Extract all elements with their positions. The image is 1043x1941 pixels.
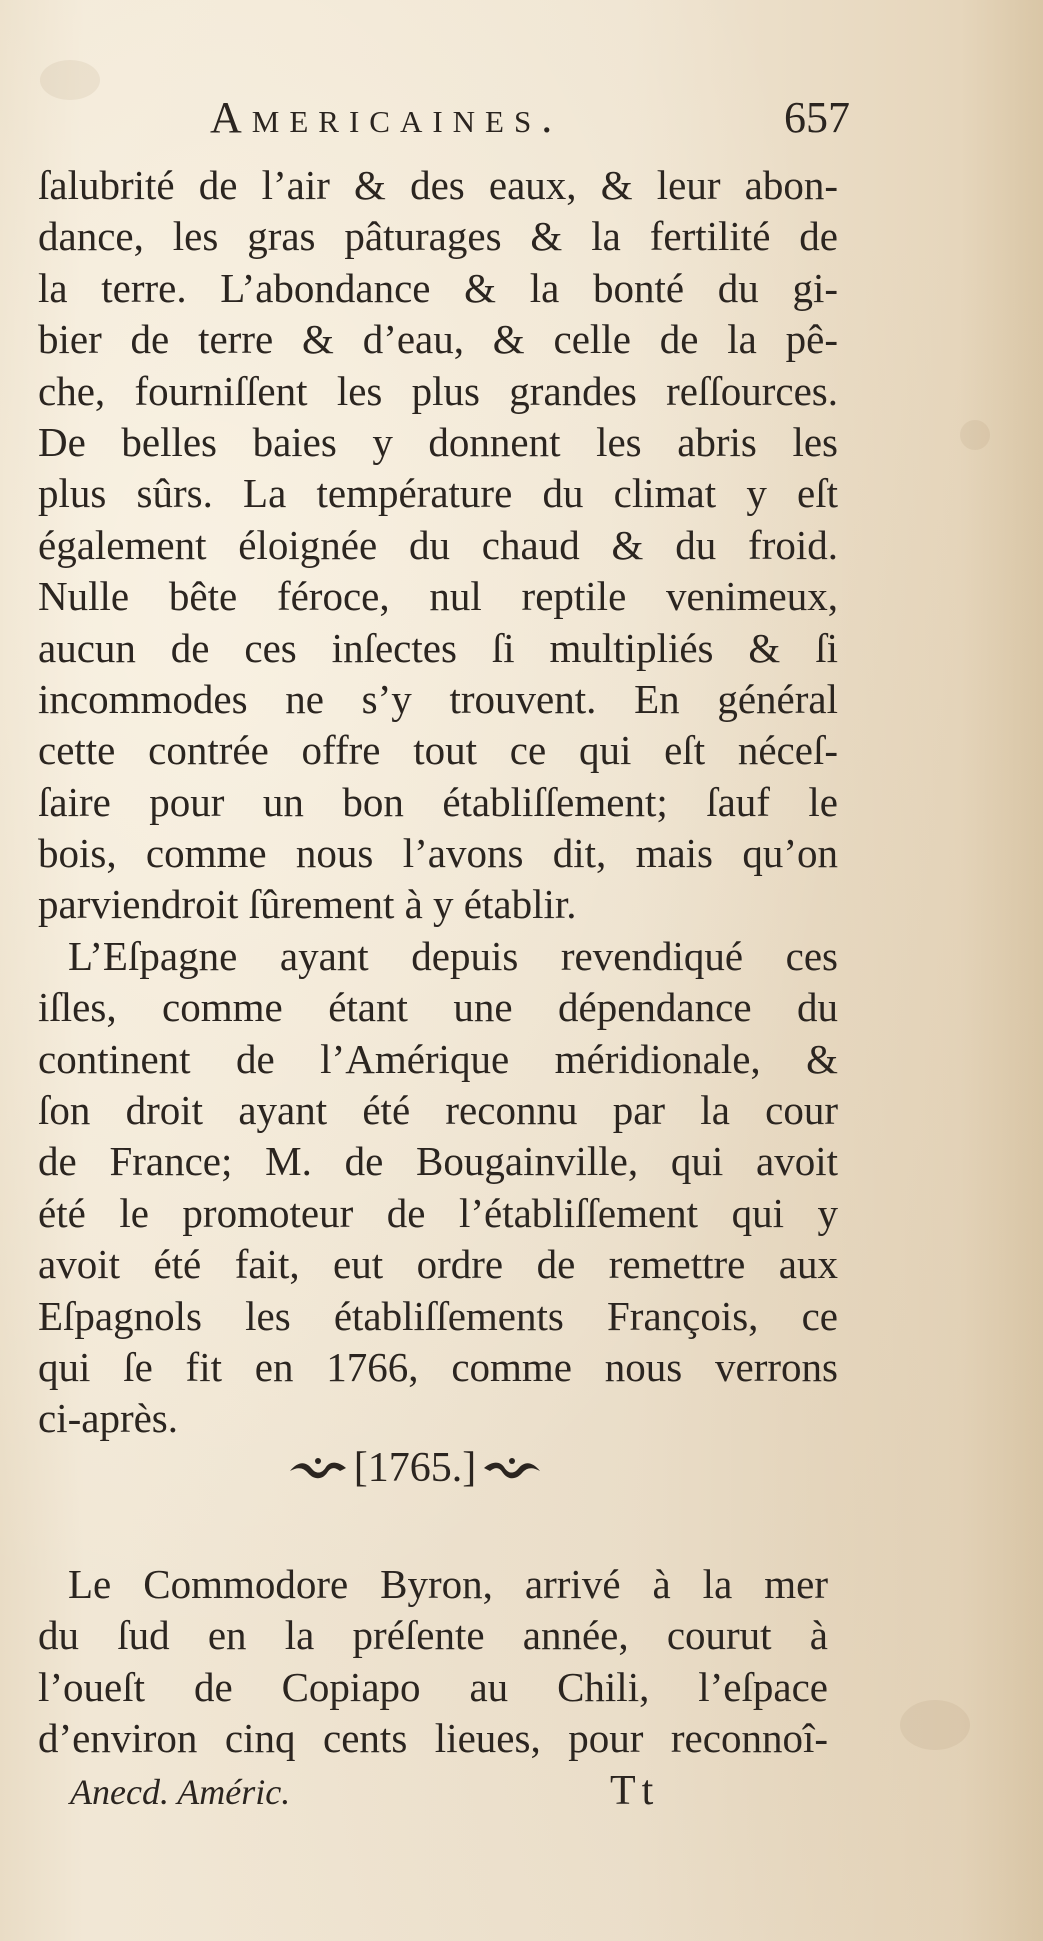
text-line: cette contrée offre tout ce qui eſt néceſ- <box>38 727 838 774</box>
paper-stain <box>40 60 100 100</box>
text-line: l’oueſt de Copiapo au Chili, l’eſpace <box>38 1663 828 1710</box>
text-line: L’Eſpagne ayant depuis revendiqué ces <box>68 932 838 979</box>
text-line: iſles, comme étant une dépendance du <box>38 984 838 1031</box>
paper-stain <box>900 1700 970 1750</box>
page-header <box>210 92 850 152</box>
page-footer <box>70 1768 670 1821</box>
right-fleuron-icon <box>482 1453 542 1483</box>
main-text <box>38 160 838 1445</box>
text-line: été le promoteur de l’établiſſement qui y <box>38 1189 838 1236</box>
text-line: Le Commodore Byron, arrivé à la mer <box>68 1561 828 1607</box>
text-line: continent de l’Amérique méridionale, & <box>38 1035 838 1082</box>
text-line: bier de terre & d’eau, & celle de la pê- <box>38 316 838 363</box>
closing-paragraph <box>38 1558 828 1764</box>
text-line: che, fourniſſent les plus grandes reſſources. <box>38 367 838 414</box>
text-line: également éloignée du chaud & du froid. <box>38 521 838 568</box>
left-fleuron-icon <box>288 1453 348 1483</box>
text-line: Eſpagnols les établiſſements François, ce <box>38 1292 838 1339</box>
text-line: De belles baies y donnent les abris les <box>38 418 838 465</box>
page-number: 657 <box>784 93 850 142</box>
text-line: du ſud en la préſente année, courut à <box>38 1612 828 1659</box>
text-line: qui ſe fit en 1766, comme nous verrons <box>38 1343 838 1390</box>
text-line: parviendroit ſûrement à y établir. <box>38 881 577 928</box>
text-line: plus sûrs. La température du climat y eſt <box>38 470 838 517</box>
text-line: ci-après. <box>38 1395 178 1442</box>
text-line: avoit été fait, eut ordre de remettre aux <box>38 1241 838 1288</box>
text-line: ſon droit ayant été reconnu par la cour <box>38 1087 838 1134</box>
text-line: de France; M. de Bougainville, qui avoit <box>38 1138 838 1185</box>
text-line: d’environ cinq cents lieues, pour reconnoî- <box>38 1715 828 1762</box>
running-title: Americaines. <box>210 93 563 142</box>
year-heading-ornament <box>250 1444 580 1492</box>
text-line: ſaire pour un bon établiſſement; ſauf le <box>38 778 838 825</box>
text-line: Nulle bête féroce, nul reptile venimeux, <box>38 573 838 620</box>
signature-mark: Tt <box>610 1768 660 1814</box>
year-heading: [1765.] <box>353 1445 477 1491</box>
text-line: dance, les gras pâturages & la fertilité de <box>38 213 838 260</box>
text-line: ſalubrité de l’air & des eaux, & leur abon- <box>38 162 838 208</box>
signature-note: Anecd. Améric. <box>70 1772 291 1812</box>
text-line: la terre. L’abondance & la bonté du gi- <box>38 264 838 311</box>
text-line: bois, comme nous l’avons dit, mais qu’on <box>38 830 838 877</box>
text-line: aucun de ces inſectes ſi multipliés & ſi <box>38 624 838 671</box>
paper-stain <box>960 420 990 450</box>
text-line: incommodes ne s’y trouvent. En général <box>38 675 838 722</box>
